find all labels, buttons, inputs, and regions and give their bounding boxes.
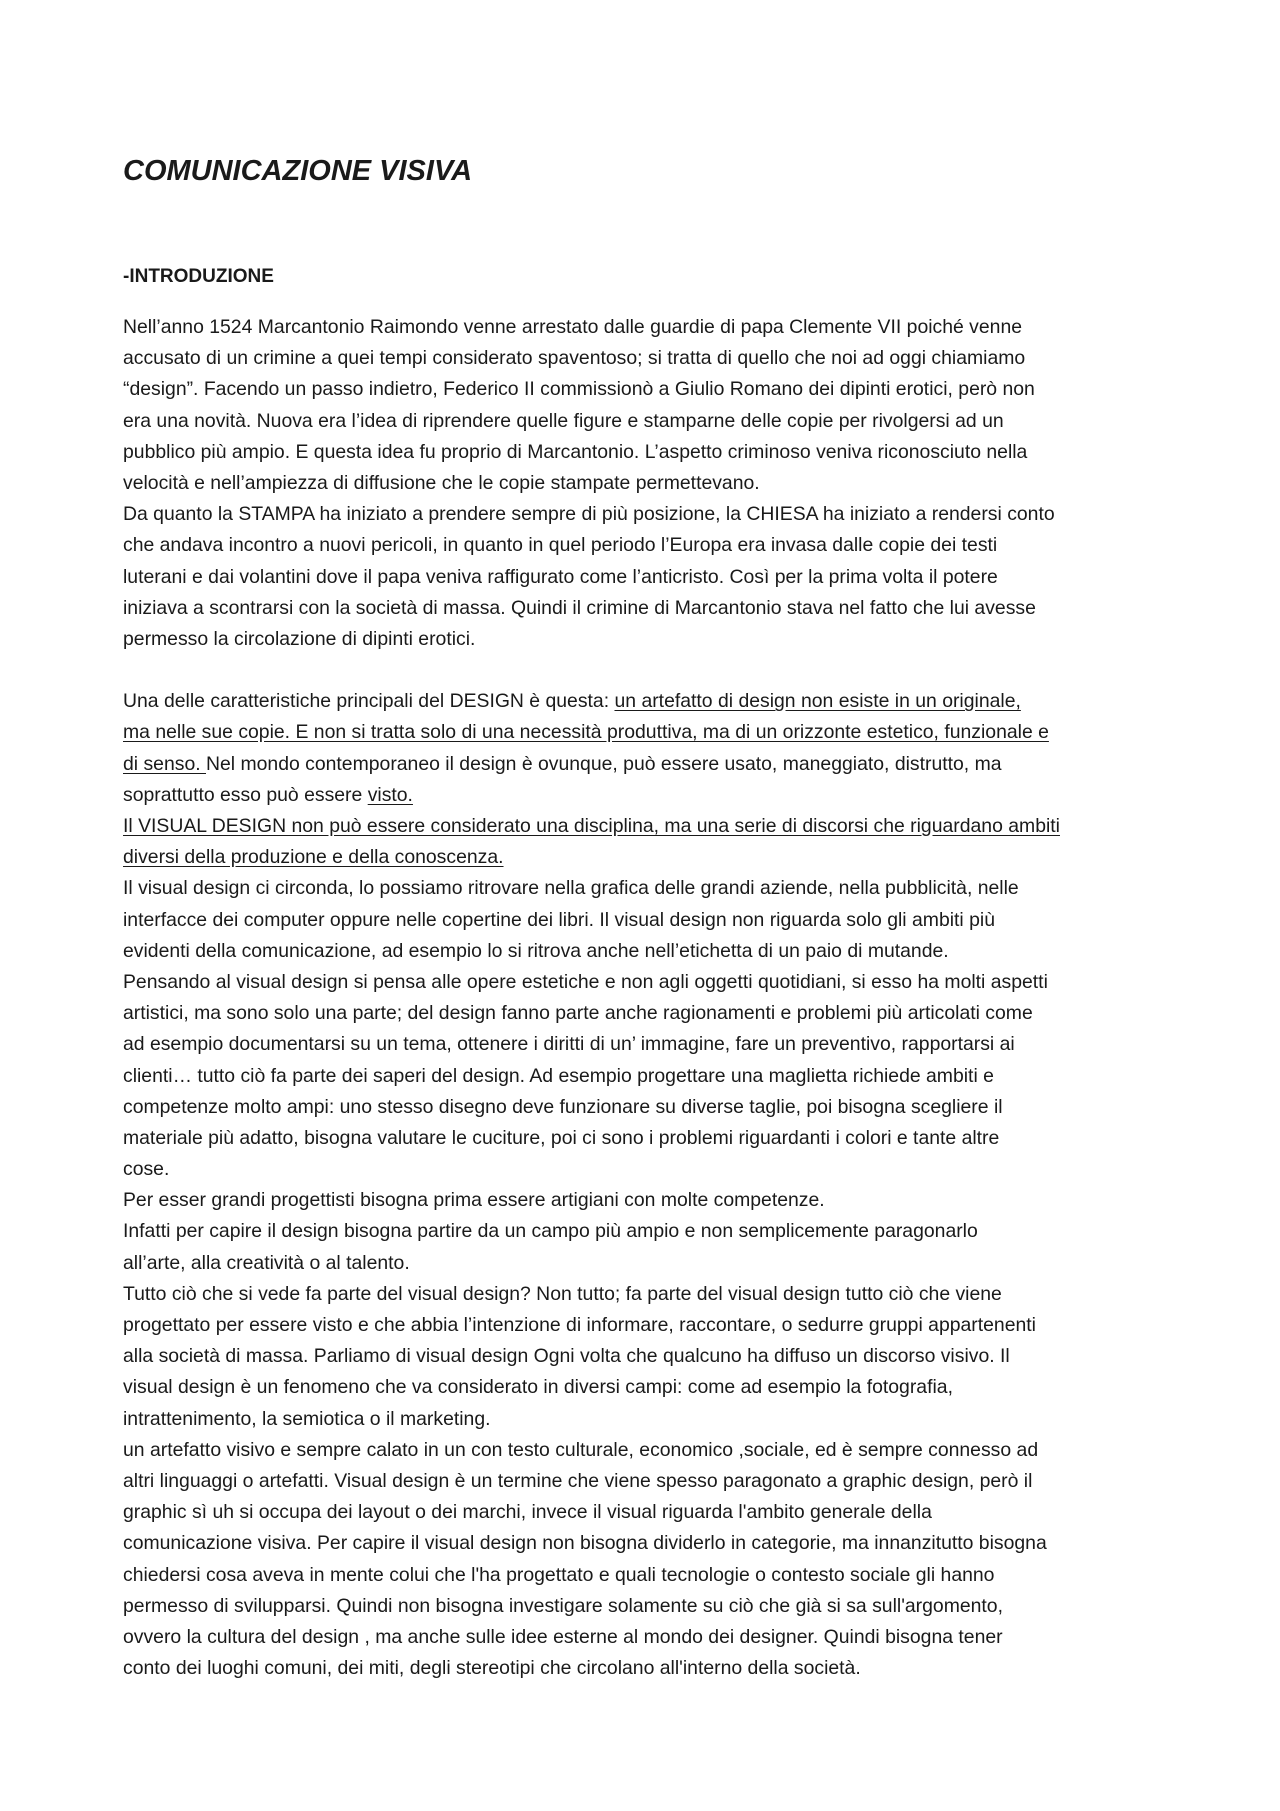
text-line (123, 749, 1173, 780)
paragraph-3 (123, 873, 1173, 1684)
text-line: luterani e dai volantini dove il papa veniva raffigurato come l’anticristo. Così per la prima volta il potere (123, 565, 998, 588)
text-line (123, 842, 1173, 873)
section-heading-introduzione: -INTRODUZIONE (123, 266, 274, 287)
text-line: che andava incontro a nuovi pericoli, in quanto in quel periodo l’Europa era invasa dalle copie dei testi (123, 534, 998, 557)
document-body (123, 312, 1173, 1684)
text-line: artistici, ma sono solo una parte; del design fanno parte anche ragionamenti e problemi più articolati come (123, 1002, 1033, 1025)
text-line: velocità e nell’ampiezza di diffusione che le copie stampate permettevano. (123, 471, 760, 494)
text-line: ad esempio documentarsi su un tema, ottenere i diritti di un’ immagine, fare un preventivo, rapportarsi ai (123, 1033, 1015, 1056)
text-line: Da quanto la STAMPA ha iniziato a prendere sempre di più posizione, la CHIESA ha iniziato a rendersi conto (123, 503, 1055, 526)
text-line (123, 811, 1173, 842)
underlined-text: Il VISUAL DESIGN non può essere considerato una disciplina, ma una serie di discorsi che riguardano ambiti (123, 815, 1060, 837)
text-run: Una delle caratteristiche principali del DESIGN è questa: (123, 690, 615, 713)
text-line: all’arte, alla creatività o al talento. (123, 1251, 410, 1274)
text-line: un artefatto visivo e sempre calato in un con testo culturale, economico ,sociale, ed è sempre connesso ad (123, 1438, 1039, 1461)
text-line: pubblico più ampio. E questa idea fu proprio di Marcantonio. L’aspetto criminoso veniva riconosciuto nella (123, 440, 1028, 463)
underlined-text: ma nelle sue copie. E non si tratta solo di una necessità produttiva, ma di un orizzonte estetico, funzionale e (123, 721, 1049, 744)
text-run: soprattutto esso può essere (123, 783, 368, 806)
text-line: era una novità. Nuova era l’idea di riprendere quelle figure e stamparne delle copie per rivolgersi ad un (123, 409, 1004, 432)
text-line: Pensando al visual design si pensa alle opere estetiche e non agli oggetti quotidiani, si esso ha molti aspetti (123, 970, 1048, 993)
text-line: altri linguaggi o artefatti. Visual design è un termine che viene spesso paragonato a graphic design, però il (123, 1469, 1033, 1492)
text-line: interfacce dei computer oppure nelle copertine dei libri. Il visual design non riguarda solo gli ambiti più (123, 908, 995, 931)
text-line: Per esser grandi progettisti bisogna prima essere artigiani con molte competenze. (123, 1189, 825, 1212)
text-run: Nel mondo contemporaneo il design è ovunque, può essere usato, maneggiato, distrutto, ma (206, 752, 1002, 775)
text-line: ovvero la cultura del design , ma anche sulle idee esterne al mondo dei designer. Quindi bisogna tener (123, 1625, 1003, 1648)
underlined-text: di senso. (123, 752, 206, 775)
text-line: evidenti della comunicazione, ad esempio lo si ritrova anche nell’etichetta di un paio di mutande. (123, 939, 949, 962)
text-line: materiale più adatto, bisogna valutare le cuciture, poi ci sono i problemi riguardanti i colori e tante altre (123, 1126, 1000, 1149)
paragraph-1 (123, 312, 1173, 655)
text-line (123, 717, 1173, 748)
text-line: intrattenimento, la semiotica o il marketing. (123, 1407, 491, 1430)
paragraph-gap (123, 655, 1173, 686)
text-line (123, 686, 1173, 717)
text-line: Infatti per capire il design bisogna partire da un campo più ampio e non semplicemente paragonarlo (123, 1220, 978, 1243)
text-line: permesso la circolazione di dipinti erotici. (123, 627, 476, 650)
text-line: accusato di un crimine a quei tempi considerato spaventoso; si tratta di quello che noi ad oggi chiamiamo (123, 347, 1026, 370)
text-line: permesso di svilupparsi. Quindi non bisogna investigare solamente su ciò che già si sa sull'argomento, (123, 1594, 1003, 1617)
text-line: iniziava a scontrarsi con la società di massa. Quindi il crimine di Marcantonio stava nel fatto che lui avesse (123, 596, 1036, 619)
text-line: clienti… tutto ciò fa parte dei saperi del design. Ad esempio progettare una maglietta richiede ambiti e (123, 1064, 994, 1087)
text-line: graphic sì uh si occupa dei layout o dei marchi, invece il visual riguarda l'ambito generale della (123, 1501, 932, 1524)
underlined-text: un artefatto di design non esiste in un originale, (614, 690, 1021, 713)
text-line: competenze molto ampi: uno stesso disegno deve funzionare su diverse taglie, poi bisogna scegliere il (123, 1095, 1003, 1118)
text-line: “design”. Facendo un passo indietro, Federico II commissionò a Giulio Romano dei dipinti erotici, però non (123, 378, 1035, 401)
underlined-text: diversi della produzione e della conoscenza. (123, 846, 504, 869)
text-line: progettato per essere visto e che abbia l’intenzione di informare, raccontare, o sedurre gruppi appartenenti (123, 1314, 1036, 1336)
text-line: visual design è un fenomeno che va considerato in diversi campi: come ad esempio la fotografia, (123, 1376, 953, 1399)
text-line: Il visual design ci circonda, lo possiamo ritrovare nella grafica delle grandi aziende, nella pubblicità, nelle (123, 877, 1019, 900)
document-title: COMUNICAZIONE VISIVA (123, 155, 473, 187)
underlined-text: visto. (367, 783, 413, 806)
text-line: chiedersi cosa aveva in mente colui che l'ha progettato e quali tecnologie o contesto sociale gli hanno (123, 1563, 995, 1586)
text-line: Tutto ciò che si vede fa parte del visual design? Non tutto; fa parte del visual design tutto ciò che viene (123, 1282, 1002, 1305)
text-line: comunicazione visiva. Per capire il visual design non bisogna dividerlo in categorie, ma innanzitutto bisogna (123, 1532, 1047, 1555)
text-line: cose. (123, 1158, 170, 1181)
text-line: Nell’anno 1524 Marcantonio Raimondo venne arrestato dalle guardie di papa Clemente VII poiché venne (123, 316, 1023, 338)
text-line (123, 780, 1173, 811)
text-line: alla società di massa. Parliamo di visual design Ogni volta che qualcuno ha diffuso un discorso visivo. Il (123, 1345, 1010, 1368)
text-line: conto dei luoghi comuni, dei miti, degli stereotipi che circolano all'interno della società. (123, 1657, 861, 1680)
paragraph-2 (123, 686, 1173, 873)
